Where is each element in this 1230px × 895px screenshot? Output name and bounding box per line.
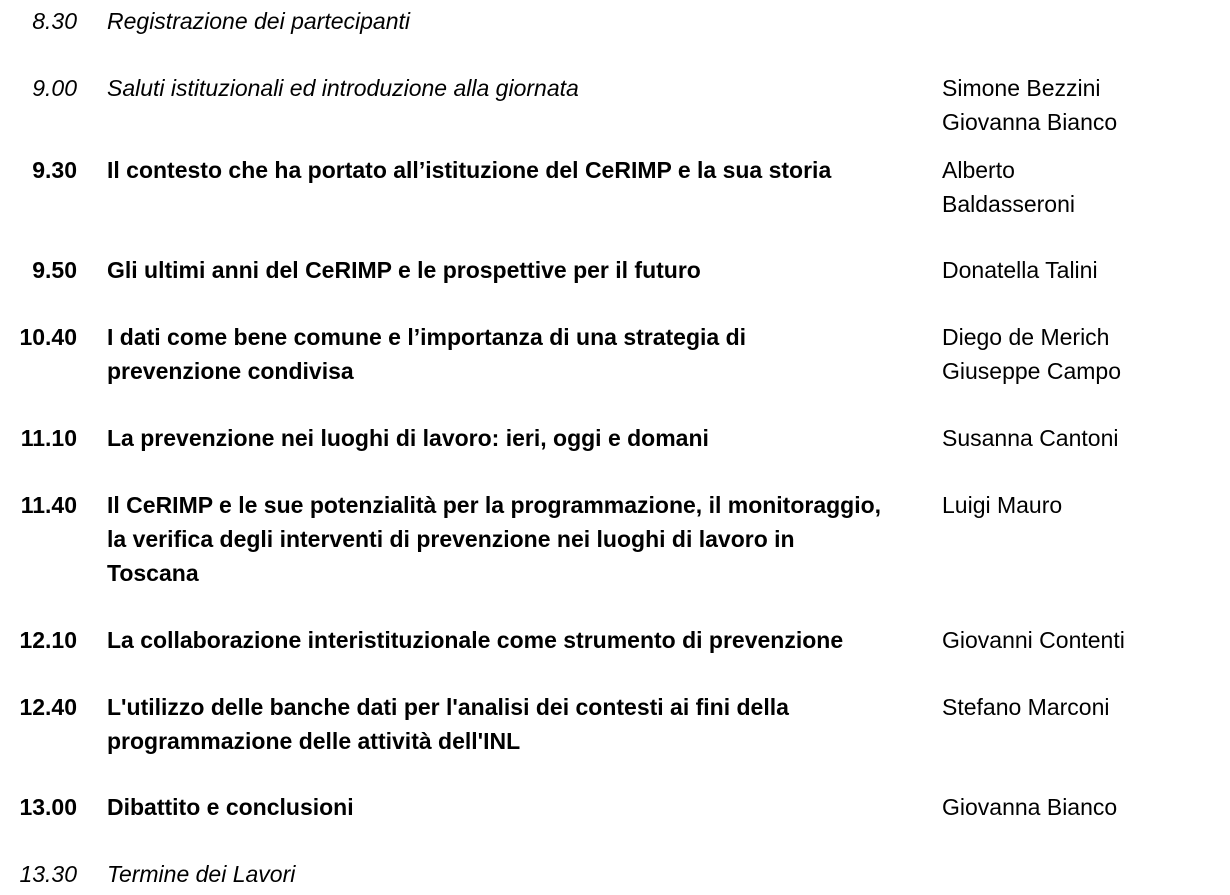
speaker-name: Giovanna Bianco [942,109,1118,135]
agenda-time: 9.50 [32,257,77,283]
agenda-time: 9.30 [32,157,77,183]
speaker-name: Stefano Marconi [942,694,1110,720]
agenda-time: 8.30 [32,8,77,34]
agenda-speakers [942,790,1227,824]
agenda-time: 11.10 [20,425,77,451]
agenda-speakers [942,488,1227,522]
agenda-time: 12.40 [19,694,77,720]
speaker-name: Alberto [942,157,1015,183]
speaker-name: Diego de Merich [942,324,1110,350]
agenda-title-line: L'utilizzo delle banche dati per l'analisi dei contesti ai fini della [107,694,789,720]
agenda-title [107,623,937,657]
speaker-name: Giuseppe Campo [942,358,1121,384]
agenda-title-line: programmazione delle attività dell'INL [107,728,521,754]
agenda-title-line: La prevenzione nei luoghi di lavoro: ieri, oggi e domani [107,425,709,451]
agenda-title [107,4,937,38]
agenda-speakers [942,253,1227,287]
agenda-title-line: prevenzione condivisa [107,358,354,384]
agenda-title-line: Registrazione dei partecipanti [107,8,411,34]
agenda-title [107,857,937,891]
speaker-name: Donatella Talini [942,257,1098,283]
agenda-title-line: I dati come bene comune e l’importanza di una strategia di [107,324,747,350]
agenda-title [107,71,937,105]
agenda-speakers [942,690,1227,724]
agenda-speakers [942,320,1227,388]
agenda-time: 12.10 [19,627,77,653]
agenda-title-line: Termine dei Lavori [107,861,296,887]
agenda-speakers [942,71,1227,139]
agenda-title-line: Dibattito e conclusioni [107,794,354,820]
agenda-title-line: Il contesto che ha portato all’istituzione del CeRIMP e la sua storia [107,157,832,183]
speaker-name: Giovanna Bianco [942,794,1118,820]
agenda-title-line: la verifica degli interventi di prevenzione nei luoghi di lavoro in [107,526,795,552]
agenda-title [107,153,937,187]
agenda-title [107,253,937,287]
agenda-speakers [942,421,1227,455]
agenda-speakers [942,623,1227,657]
agenda-title [107,488,937,590]
speaker-name: Susanna Cantoni [942,425,1119,451]
agenda-speakers [942,153,1227,221]
speaker-name: Giovanni Contenti [942,627,1125,653]
speaker-name: Simone Bezzini [942,75,1101,101]
agenda-time: 11.40 [20,492,77,518]
agenda-time: 10.40 [19,324,77,350]
agenda-title-line: Saluti istituzionali ed introduzione alla giornata [107,75,579,101]
agenda-title [107,790,937,824]
speaker-name: Luigi Mauro [942,492,1063,518]
agenda-title-line: La collaborazione interistituzionale come strumento di prevenzione [107,627,844,653]
agenda-title [107,690,937,758]
agenda-title-line: Gli ultimi anni del CeRIMP e le prospettive per il futuro [107,257,701,283]
agenda-title-line: Toscana [107,560,199,586]
agenda-time: 13.00 [19,794,77,820]
agenda-title-line: Il CeRIMP e le sue potenzialità per la programmazione, il monitoraggio, [107,492,882,518]
agenda-title [107,421,937,455]
agenda-time: 13.30 [19,861,77,887]
agenda-title [107,320,937,388]
agenda-time: 9.00 [32,75,77,101]
speaker-name: Baldasseroni [942,191,1075,217]
